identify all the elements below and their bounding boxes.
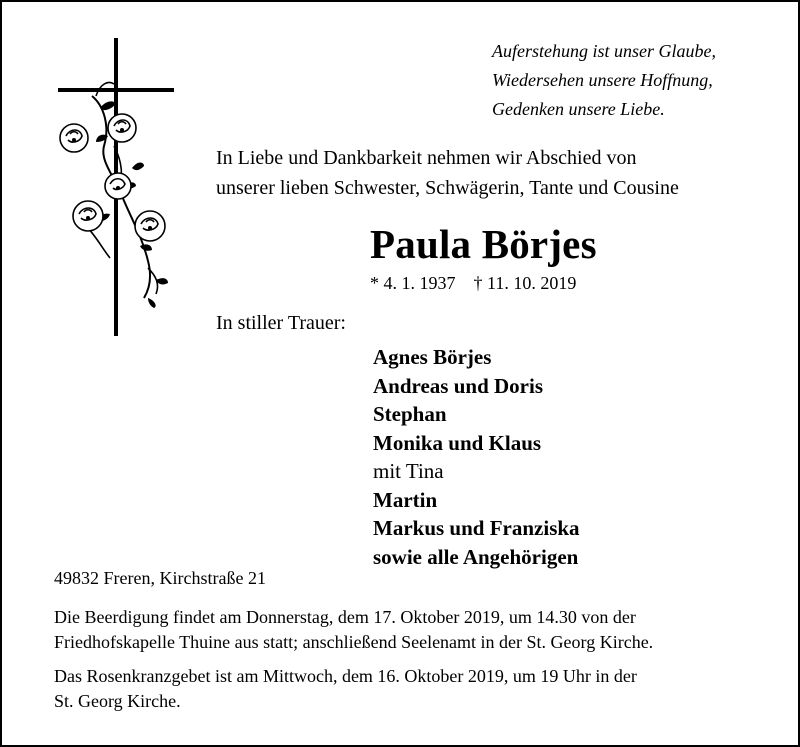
intro-line: In Liebe und Dankbarkeit nehmen wir Abschied von bbox=[216, 147, 637, 169]
funeral-line: Die Beerdigung findet am Donnerstag, dem 17. Oktober 2019, um 14.30 von der bbox=[54, 607, 636, 627]
quote-line: Gedenken unsere Liebe. bbox=[492, 99, 665, 119]
mourning-label: In stiller Trauer: bbox=[216, 312, 346, 334]
quote-block bbox=[492, 37, 782, 124]
mourner-name: Stephan bbox=[373, 402, 447, 426]
mourner-list bbox=[373, 343, 580, 571]
intro-line: unserer lieben Schwester, Schwägerin, Tante und Cousine bbox=[216, 177, 679, 199]
mourner-name: Agnes Börjes bbox=[373, 345, 492, 369]
birth-date: * 4. 1. 1937 bbox=[370, 273, 456, 293]
rosary-line: St. Georg Kirche. bbox=[54, 691, 181, 711]
mourner-name: Andreas und Doris bbox=[373, 373, 543, 398]
address: 49832 Freren, Kirchstraße 21 bbox=[54, 568, 266, 588]
life-dates bbox=[370, 273, 576, 294]
death-date: † 11. 10. 2019 bbox=[473, 273, 577, 293]
mourner-name: Markus und Franziska bbox=[373, 516, 580, 540]
mourner-name: mit Tina bbox=[373, 459, 444, 483]
quote-line: Wiedersehen unsere Hoffnung, bbox=[492, 70, 713, 90]
cross-with-roses-icon bbox=[52, 36, 178, 338]
funeral-notice bbox=[54, 605, 774, 655]
intro-text bbox=[216, 143, 679, 203]
mourner-name: Monika und Klaus bbox=[373, 430, 542, 455]
deceased-name: Paula Börjes bbox=[370, 221, 597, 267]
funeral-line: Friedhofskapelle Thuine aus statt; anschließend Seelenamt in der St. Georg Kirche. bbox=[54, 632, 654, 652]
mourner-name: sowie alle Angehörigen bbox=[373, 544, 579, 569]
quote-line: Auferstehung ist unser Glaube, bbox=[492, 41, 716, 61]
rosary-notice bbox=[54, 664, 774, 714]
mourner-name: Martin bbox=[373, 487, 438, 512]
rosary-line: Das Rosenkranzgebet ist am Mittwoch, dem 16. Oktober 2019, um 19 Uhr in der bbox=[54, 666, 637, 686]
